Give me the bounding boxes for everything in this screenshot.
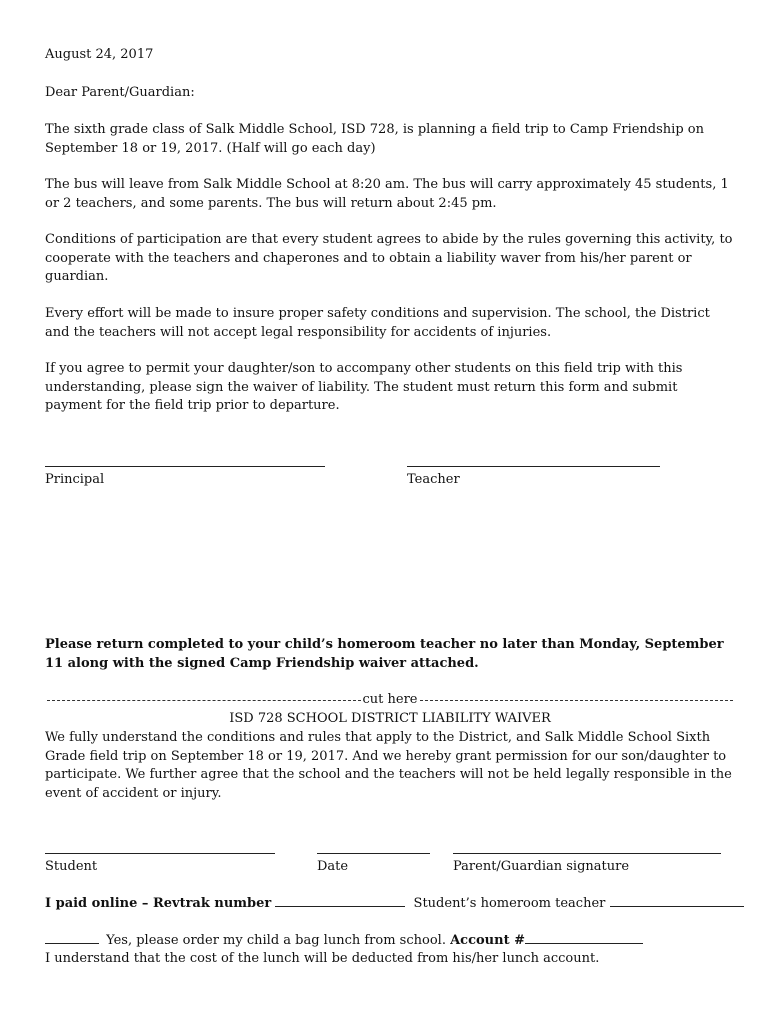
student-signature-line[interactable] — [45, 853, 275, 854]
payment-row — [45, 895, 744, 913]
return-notice: Please return completed to your child’s homeroom teacher no later than Monday, September 11 along with the signed Camp Friendship waiver attached. — [45, 637, 724, 671]
teacher-label: Teacher — [407, 472, 460, 487]
cut-dash-right — [420, 700, 734, 701]
paid-online-label: I paid online – Revtrak number — [45, 896, 272, 911]
cut-dash-left — [47, 700, 361, 701]
waiver-body: We fully understand the conditions and rules that apply to the District, and Salk Middle School Sixth Grade field trip on September 18 or 19, 2017. And we hereby grant permission for our son/daughter to participate. We further agree that the school and the teachers will not be held legally responsible in the event of accident or injury. — [45, 730, 732, 801]
principal-signature-line[interactable] — [45, 466, 325, 467]
parent-signature-label: Parent/Guardian signature — [453, 859, 630, 874]
paragraph-conditions: Conditions of participation are that every student agrees to abide by the rules governing this activity, to cooperate with the teachers and chaperones and to obtain a liability waver from his/her parent or guardian. — [45, 232, 733, 284]
paragraph-trip-plan: The sixth grade class of Salk Middle School, ISD 728, is planning a field trip to Camp Friendship on September 18 or 19, 2017. (Half will go each day) — [45, 122, 704, 156]
homeroom-teacher-label: Student’s homeroom teacher — [413, 896, 606, 911]
account-label: Account # — [450, 933, 526, 948]
paragraph-safety: Every effort will be made to insure proper safety conditions and supervision. The school, the District and the teachers will not accept legal responsibility for accidents of injuries. — [45, 306, 710, 340]
letter-date: August 24, 2017 — [45, 47, 154, 62]
homeroom-teacher-field[interactable] — [610, 895, 744, 907]
student-label: Student — [45, 859, 98, 874]
lunch-deduction-note: I understand that the cost of the lunch will be deducted from his/her lunch account. — [45, 951, 600, 966]
revtrak-number-field[interactable] — [275, 895, 405, 907]
lunch-order-text: Yes, please order my child a bag lunch from school. — [106, 933, 446, 948]
cut-here-label: cut here — [362, 692, 418, 707]
teacher-signature-line[interactable] — [407, 466, 660, 467]
paragraph-bus-schedule: The bus will leave from Salk Middle School at 8:20 am. The bus will carry approximately 45 students, 1 or 2 teachers, and some parents. The bus will return about 2:45 pm. — [45, 177, 729, 211]
lunch-order-row — [45, 932, 643, 950]
cut-here-divider — [45, 691, 735, 709]
paragraph-permission: If you agree to permit your daughter/son to accompany other students on this field trip with this understanding, please sign the waiver of liability. The student must return this form and submit payment for the field trip prior to departure. — [45, 361, 683, 413]
waiver-title: ISD 728 SCHOOL DISTRICT LIABILITY WAIVER — [229, 711, 551, 726]
account-number-field[interactable] — [525, 932, 643, 944]
date-line[interactable] — [317, 853, 430, 854]
parent-signature-line[interactable] — [453, 853, 721, 854]
date-label: Date — [317, 859, 349, 874]
lunch-order-checkline[interactable] — [45, 932, 99, 944]
salutation: Dear Parent/Guardian: — [45, 85, 195, 100]
principal-label: Principal — [45, 472, 105, 487]
